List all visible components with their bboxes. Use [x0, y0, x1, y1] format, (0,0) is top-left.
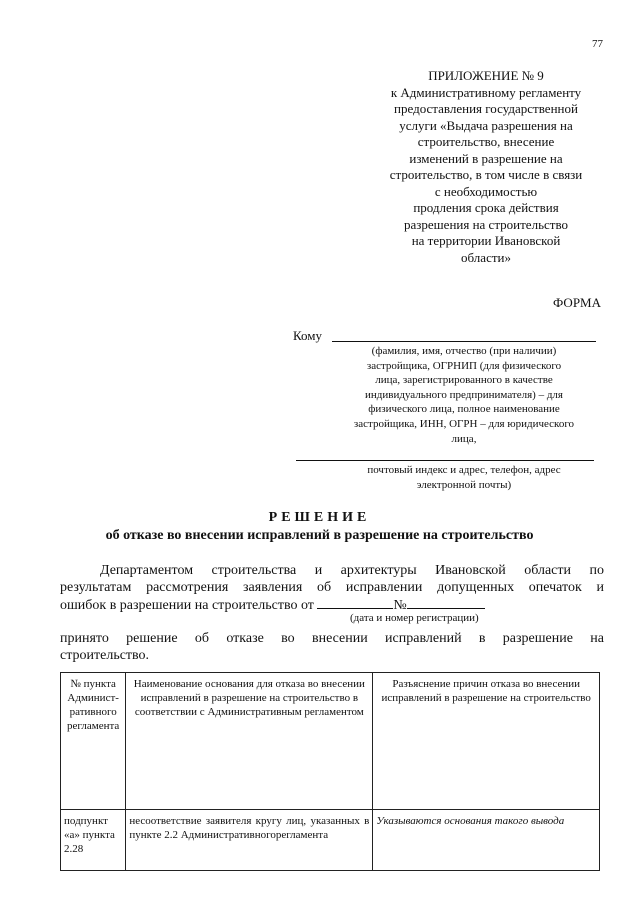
appendix-line: с необходимостью [434, 183, 538, 199]
addressee-label: Кому [293, 328, 323, 343]
postal-input-line[interactable] [296, 460, 594, 461]
appendix-line: на территории Ивановской [411, 233, 561, 248]
header-explanation: Разъяснение причин отказа во внесении исправлений в разрешение на строительство [373, 673, 600, 810]
appendix-line: изменений в разрешение на [409, 150, 563, 166]
page-number: 77 [592, 38, 603, 50]
date-blank-field[interactable] [317, 596, 393, 609]
addressee-hint-line: застройщика, ОГРНИП (для физического [366, 359, 562, 372]
body-paragraph-line: принято решение об отказе во внесении исправлений в разрешение на [60, 631, 604, 646]
body-text: ошибок в разрешении на строительство от [60, 598, 314, 613]
addressee-hint-line: лица, зарегистрированного в качестве [375, 374, 553, 387]
addressee-hint [322, 344, 606, 446]
addressee-hint-line: индивидуального предпринимателя) – для [365, 388, 563, 401]
appendix-line: разрешения на строительство [403, 216, 568, 232]
header-point-number: № пункта Админист-ративного регламента [61, 673, 126, 810]
appendix-line: области» [461, 249, 511, 265]
cell-basis: несоответствие заявителя кругу лиц, указанных в пункте 2.2 Административногорегламента [126, 810, 373, 871]
appendix-header [360, 68, 612, 266]
appendix-line: к Административному регламенту [390, 84, 582, 100]
table-row [61, 810, 600, 871]
header-basis: Наименование основания для отказа во внесении исправлений в разрешение на строительство в соответствии с Административным регламентом [126, 673, 373, 810]
decision-subtitle: об отказе во внесении исправлений в разрешение на строительство [105, 528, 534, 543]
number-sign: № [393, 598, 407, 613]
cell-explanation[interactable]: Указываются основания такого вывода [373, 810, 600, 871]
body-paragraph-line: строительство. [60, 648, 150, 663]
body-paragraph-line-date [60, 596, 604, 614]
appendix-line: ПРИЛОЖЕНИЕ № 9 [428, 68, 544, 83]
appendix-line: строительство, в том числе в связи [389, 167, 583, 182]
body-paragraph-line: Департаментом строительства и архитектуры Ивановской области по [100, 563, 604, 578]
appendix-line: предоставления государственной [394, 101, 578, 116]
appendix-line: строительство, внесение [417, 134, 555, 149]
addressee-input-line[interactable] [332, 341, 596, 342]
decision-title: РЕШЕНИЕ [268, 510, 371, 525]
appendix-line: продления срока действия [413, 200, 559, 215]
addressee-hint-line: лица, [451, 432, 477, 445]
postal-hint [322, 463, 606, 492]
form-label: ФОРМА [553, 295, 601, 310]
registration-caption: (дата и номер регистрации) [350, 612, 479, 624]
postal-hint-line: электронной почты) [416, 478, 512, 491]
table-header-row [61, 673, 600, 810]
number-blank-field[interactable] [407, 596, 485, 609]
addressee-hint-line: застройщика, ИНН, ОГРН – для юридического [353, 417, 575, 430]
refusal-grounds-table [60, 672, 600, 871]
cell-point: подпункт «а» пункта 2.28 [61, 810, 126, 871]
postal-hint-line: почтовый индекс и адрес, телефон, адрес [367, 464, 561, 476]
appendix-line: услуги «Выдача разрешения на [399, 117, 573, 133]
addressee-hint-line: физического лица, полное наименование [368, 403, 560, 416]
addressee-hint-line: (фамилия, имя, отчество (при наличии) [371, 345, 557, 357]
body-paragraph-line: результатам рассмотрения заявления об исправлении допущенных опечаток и [60, 580, 604, 595]
